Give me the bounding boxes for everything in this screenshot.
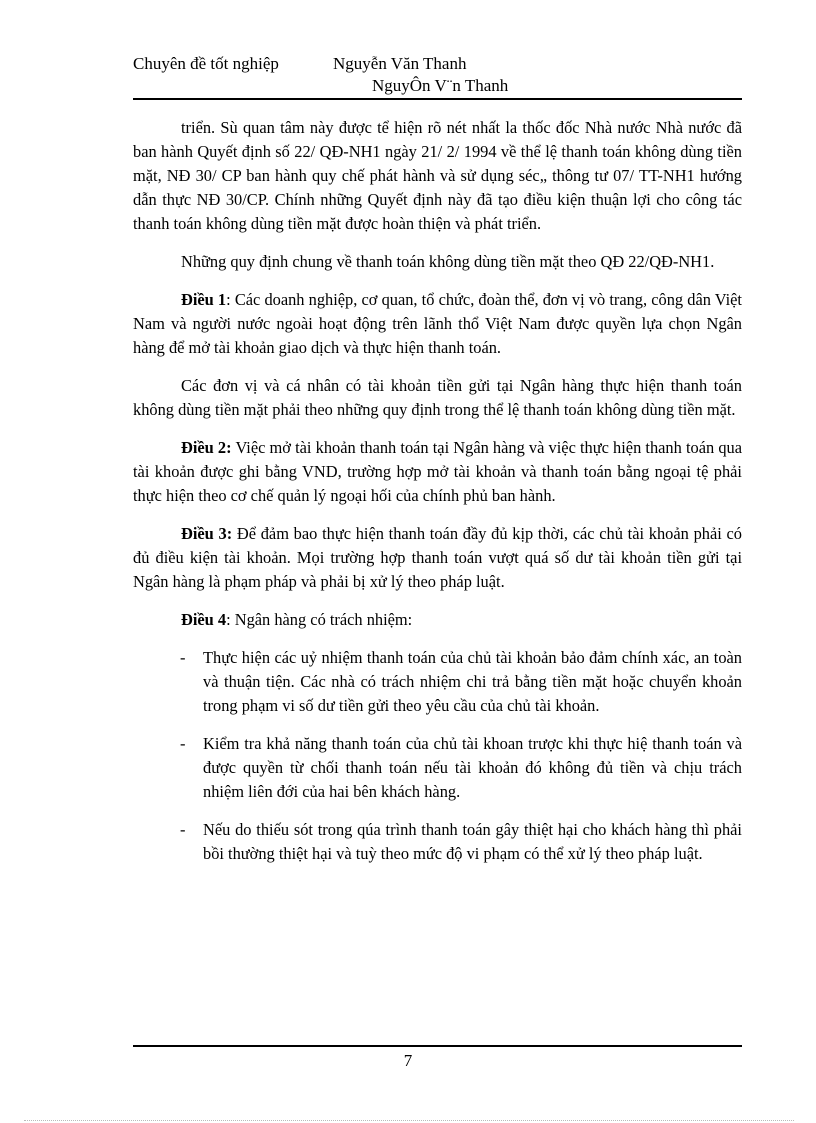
article-2-text: Việc mở tài khoản thanh toán tại Ngân hàng và việc thực hiện thanh toán qua tài khoản được ghi bằng VND, trường hợp mở tài khoản và thanh toán bằng ngoại tệ phải thực hiện theo cơ chế quản lý ngoại hối của chính phủ ban hành. <box>133 438 742 505</box>
article-3-text: Để đảm bao thực hiện thanh toán đầy đủ kịp thời, các chủ tài khoản phải có đủ điều kiện tài khoản. Mọi trường hợp thanh toán vượt quá số dư tài khoản tiền gửi tại Ngân hàng là phạm pháp và phải bị xử lý theo pháp luật. <box>133 524 742 591</box>
paragraph-article-2 <box>133 436 742 508</box>
article-4-label: Điều 4 <box>181 610 227 629</box>
article-1-text: : Các doanh nghiệp, cơ quan, tổ chức, đoàn thể, đơn vị vò trang, công dân Việt Nam và người nước ngoài hoạt động trên lãnh thổ Việt Nam được quyền lựa chọn Ngân hàng để mở tài khoản giao dịch và thực hiện thanh toán. <box>133 290 742 357</box>
page-bottom-border <box>24 1120 794 1121</box>
paragraph-article-3 <box>133 522 742 594</box>
article-4-text: : Ngân hàng có trách nhiệm: <box>226 610 413 629</box>
header-title: Chuyên đề tốt nghiệp <box>133 54 279 73</box>
list-item <box>133 646 742 718</box>
list-item <box>133 732 742 804</box>
page-number: 7 <box>403 1051 413 1070</box>
paragraph-intro: triển. Sù quan tâm này được tể hiện rõ nét nhất la thốc đốc Nhà nước Nhà nước đã ban hành Quyết định số 22/ QĐ-NH1 ngày 21/ 2/ 1994 về thể lệ thanh toán không dùng tiền mặt, NĐ 30/ CP ban hành quy chế phát hành và sử dụng séc„ thông tư 07/ TT-NH1 hướng dẫn thực NĐ 30/CP. Chính những Quyết định này đã tạo điều kiện thuận lợi cho công tác thanh toán không dùng tiền mặt được hoàn thiện và phát triển. <box>133 118 742 233</box>
responsibility-list <box>133 646 742 866</box>
list-item-text: Thực hiện các uỷ nhiệm thanh toán của chủ tài khoản bảo đảm chính xác, an toàn và thuận tiện. Các nhà có trách nhiệm chi trả bằng tiền mặt hoặc chuyển khoản trong phạm vi số dư tiền gửi theo yêu cầu của chủ tài khoản. <box>203 648 742 715</box>
list-item <box>133 818 742 866</box>
document-body <box>133 116 742 880</box>
list-item-text: Nếu do thiếu sót trong qúa trình thanh toán gây thiệt hại cho khách hàng thì phải bồi thường thiệt hại và tuỳ theo mức độ vi phạm có thể xử lý theo pháp luật. <box>203 820 742 863</box>
footer-divider <box>133 1045 742 1047</box>
dash-bullet: - <box>180 734 186 753</box>
dash-bullet: - <box>180 648 186 667</box>
article-3-label: Điều 3: <box>181 524 233 543</box>
article-2-label: Điều 2: <box>181 438 232 457</box>
paragraph-article-4 <box>133 608 742 632</box>
dash-bullet: - <box>180 820 186 839</box>
paragraph-article-1 <box>133 288 742 360</box>
header-author-garbled: NguyÔn V¨n Thanh <box>372 76 509 95</box>
header-divider <box>133 98 742 100</box>
paragraph-general-rules: Những quy định chung về thanh toán không dùng tiền mặt theo QĐ 22/QĐ-NH1. <box>181 252 715 271</box>
article-1-label: Điều 1 <box>181 290 227 309</box>
list-item-text: Kiểm tra khả năng thanh toán của chủ tài khoan trược khi thực hiệ thanh toán và được quyền từ chối thanh toán nếu tài khoản đó không đủ tiền và chịu trách nhiệm liên đới của hai bên khách hàng. <box>203 734 742 801</box>
header-author: Nguyễn Văn Thanh <box>333 54 467 73</box>
paragraph-units: Các đơn vị và cá nhân có tài khoản tiền gửi tại Ngân hàng thực hiện thanh toán không dùng tiền mặt phải theo những quy định trong thể lệ thanh toán không dùng tiền mặt. <box>133 376 742 419</box>
